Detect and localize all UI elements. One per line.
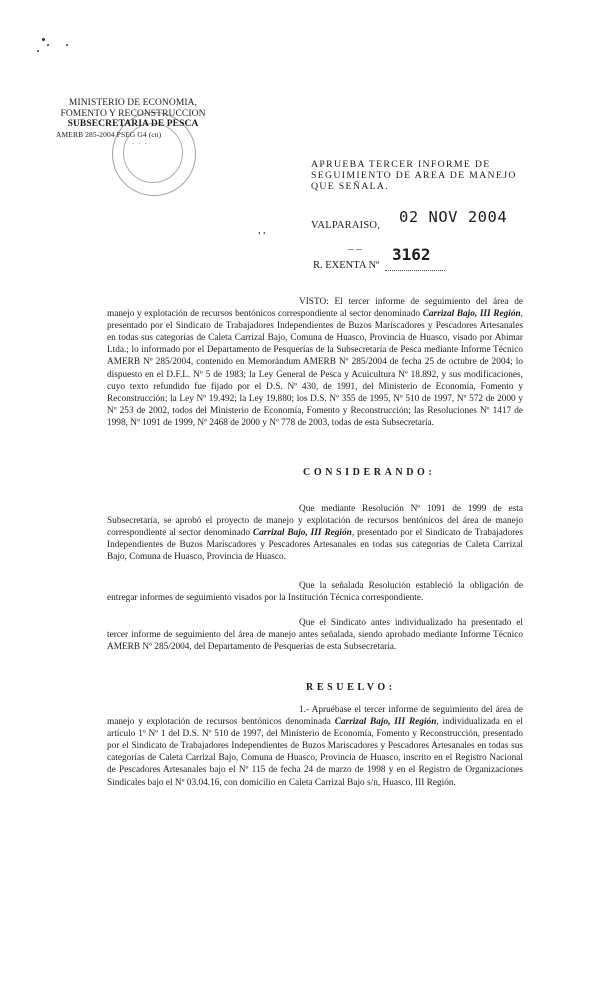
considerando-paragraph-3 — [107, 617, 523, 653]
considerando-paragraph-2 — [107, 580, 523, 604]
visto-lead: VISTO: — [299, 297, 329, 307]
considerando-text: Que mediante Resolución Nº 1091 de 1999 de esta Subsecretaría, se aprobó el proyecto de manejo y explotación de recursos bentónicos del área de manejo correspondiente al sector denominado — [107, 504, 523, 539]
scan-speck — [66, 44, 68, 46]
considerando-paragraph-1 — [107, 503, 523, 563]
resuelvo-text: , individualizada en el artículo 1º Nº 1 del D.S. Nº 510 de 1997, del Ministerio de Economía, Fomento y Reconstrucción, presentado por el Sindicato de Trabajadores Independientes de Buzos Mariscadores y Pescadores Artesanales en todas sus categorías de Caleta Carrizal Bajo, Comuna de Huasco, Provincia de Huasco, inscrito en el Registro Nacional de Pescadores Artesanales bajo el Nº 115 de fecha 24 de marzo de 1998 y en el Registro de Organizaciones Sindicales bajo el Nº 03.04.16, con domicilio en Caleta Carrizal Bajo s/n, Huasco, III Región. — [107, 717, 523, 788]
header-line: MINISTERIO DE ECONOMIA, — [68, 98, 198, 108]
date-stamp: 02 NOV 2004 — [399, 208, 508, 226]
sector-name: Carrizal Bajo, III Región — [334, 717, 437, 728]
title-line: APRUEBA TERCER INFORME DE — [311, 159, 491, 170]
resuelvo-text: 1.- Apruébase el tercer informe de seguimiento del área de manejo y explotación de recursos bentónicos denominada — [107, 705, 523, 728]
sector-name: Carrizal Bajo, III Región — [252, 528, 352, 539]
title-line: SEGUIMIENTO DE AREA DE MANEJO — [311, 170, 517, 181]
title-line: QUE SEÑALA. — [311, 181, 389, 192]
considerando-heading: CONSIDERANDO: — [303, 467, 436, 478]
header-line: FOMENTO Y RECONSTRUCCION — [60, 108, 206, 119]
header-reference-code: AMERB 285-2004 PSEG G4 (cn) — [56, 129, 162, 139]
considerando-text: Que la señalada Resolución estableció la obligación de entregar informes de seguimiento visados por la Institución Técnica correspondiente. — [107, 581, 523, 604]
exenta-label: R. EXENTA Nº — [313, 260, 380, 271]
considerando-text: , presentado por el Sindicato de Trabajadores Independientes de Buzos Mariscadores y Pescadores Artesanales en todas sus categorías de Caleta Carrizal Bajo, Comuna de Huasco, Provincia de Huasco. — [107, 528, 523, 563]
visto-text: , presentado por el Sindicato de Trabajadores Independientes de Buzos Mariscadores y Pescadores Artesanales en todas sus categorías de Caleta Carrizal Bajo, Comuna de Huasco, Provincia de Huasco, visado por Abimar Ltda.; lo informado por el Departamento de Pesquerías de la Subsecretaría de Pesca mediante Informe Técnico AMERB Nº 285/2004, contenido en Memorándum AMERB Nº 285/2004 de fecha 25 de octubre de 2004; lo dispuesto en el D.F.L. Nº 5 de 1983; la Ley General de Pesca y Acuicultura Nº 18.892, y sus modificaciones, cuyo texto refundido fue fijado por el D.S. Nº 430, de 1991, del Ministerio de Economía, Fomento y Reconstrucción; la Ley Nº 19.492; la Ley 19.880; los D.S. Nº 355 de 1995, Nº 510 de 1997, Nº 572 de 2000 y Nº 253 de 2002, todos del Ministerio de Economía, Fomento y Reconstrucción; las Resoluciones Nº 1417 de 1998, Nº 1091 de 1999, Nº 2468 de 2000 y Nº 778 de 2003, todas de esta Subsecretaría. — [107, 309, 523, 428]
exenta-number: 3162 — [392, 245, 431, 264]
place-label: VALPARAISO, — [311, 220, 381, 231]
sector-name: Carrizal Bajo, III Región — [422, 309, 521, 320]
separator-dash: – – — [348, 243, 362, 255]
header-subsecretaria: SUBSECRETARIA DE PESCA — [67, 119, 199, 129]
resuelvo-paragraph-1 — [107, 704, 523, 789]
exenta-underline — [385, 270, 445, 271]
scan-speck — [42, 38, 45, 41]
margin-mark: , , — [258, 225, 266, 236]
resolution-title — [311, 159, 525, 192]
visto-paragraph — [107, 296, 523, 429]
considerando-text: Que el Sindicato antes individualizado ha presentado el tercer informe de seguimiento del área de manejo antes señalada, siendo aprobado mediante Informe Técnico AMERB Nº 285/2004, del Departamento de Pesquerías de esta Subsecretaría. — [107, 618, 523, 653]
ministry-header — [48, 98, 218, 140]
visto-text: El tercer informe de seguimiento del área de manejo y explotación de recursos bentónicos correspondiente al sector denominado — [107, 297, 523, 320]
scan-speck — [37, 50, 39, 52]
resuelvo-heading: RESUELVO: — [306, 682, 396, 693]
stamp-lettering: · · · — [132, 140, 148, 148]
scan-speck — [47, 44, 49, 46]
